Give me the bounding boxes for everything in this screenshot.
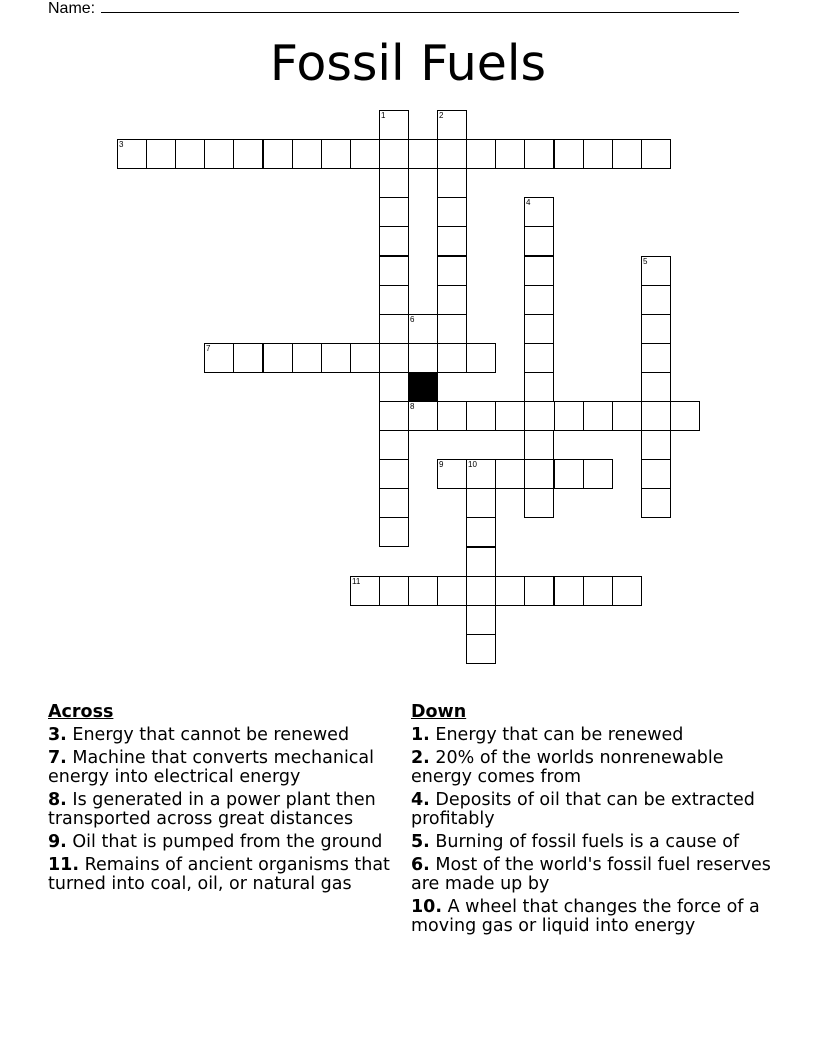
grid-cell[interactable] <box>379 226 409 256</box>
grid-cell[interactable] <box>379 488 409 518</box>
clue-number: 5 <box>643 257 648 266</box>
grid-cell[interactable] <box>263 343 293 373</box>
grid-cell[interactable] <box>379 576 409 606</box>
grid-cell[interactable] <box>379 517 409 547</box>
grid-cell[interactable] <box>670 401 700 431</box>
grid-cell[interactable] <box>292 139 322 169</box>
grid-cell[interactable] <box>146 139 176 169</box>
clue-down-4: 4. Deposits of oil that can be extracted profitably <box>411 790 755 829</box>
grid-cell[interactable] <box>233 343 263 373</box>
grid-cell[interactable] <box>524 139 554 169</box>
grid-cell[interactable] <box>350 576 380 606</box>
clue-across-9: 9. Oil that is pumped from the ground <box>48 832 383 852</box>
grid-cell[interactable] <box>466 517 496 547</box>
grid-cell[interactable] <box>641 256 671 286</box>
grid-cell[interactable] <box>437 139 467 169</box>
grid-cell[interactable] <box>437 576 467 606</box>
grid-cell[interactable] <box>437 285 467 315</box>
grid-cell[interactable] <box>408 139 438 169</box>
grid-cell[interactable] <box>379 285 409 315</box>
clue-down-2: 2. 20% of the worlds nonrenewable energy comes from <box>411 748 724 787</box>
grid-cell[interactable] <box>379 401 409 431</box>
grid-cell[interactable] <box>554 576 584 606</box>
across-clues <box>48 702 398 898</box>
grid-cell[interactable] <box>204 343 234 373</box>
grid-cell[interactable] <box>321 343 351 373</box>
grid-cell[interactable] <box>524 488 554 518</box>
grid-cell[interactable] <box>437 343 467 373</box>
grid-cell[interactable] <box>524 314 554 344</box>
grid-cell[interactable] <box>524 343 554 373</box>
grid-cell[interactable] <box>408 401 438 431</box>
grid-cell[interactable] <box>583 139 613 169</box>
clue-across-8: 8. Is generated in a power plant then transported across great distances <box>48 790 376 829</box>
clue-across-3: 3. Energy that cannot be renewed <box>48 725 350 745</box>
grid-cell[interactable] <box>641 343 671 373</box>
clue-number: 8 <box>410 402 415 411</box>
grid-cell[interactable] <box>233 139 263 169</box>
clue-across-11: 11. Remains of ancient organisms that turned into coal, oil, or natural gas <box>48 855 390 894</box>
grid-cell[interactable] <box>554 401 584 431</box>
grid-cell[interactable] <box>379 256 409 286</box>
grid-cell[interactable] <box>350 343 380 373</box>
grid-cell[interactable] <box>437 168 467 198</box>
grid-cell[interactable] <box>466 488 496 518</box>
grid-cell[interactable] <box>437 226 467 256</box>
grid-cell[interactable] <box>175 139 205 169</box>
name-label: Name: <box>48 0 96 17</box>
grid-cell[interactable] <box>524 576 554 606</box>
clue-number: 1 <box>381 111 386 120</box>
grid-cell[interactable] <box>408 314 438 344</box>
grid-cell[interactable] <box>641 459 671 489</box>
clue-number: 3 <box>119 140 124 149</box>
grid-cell[interactable] <box>437 401 467 431</box>
black-cell <box>408 372 438 402</box>
grid-cell[interactable] <box>379 372 409 402</box>
across-heading: Across <box>48 702 114 722</box>
grid-cell[interactable] <box>524 459 554 489</box>
grid-cell[interactable] <box>466 139 496 169</box>
grid-cell[interactable] <box>495 401 525 431</box>
clue-number: 10 <box>468 460 477 469</box>
grid-cell[interactable] <box>379 197 409 227</box>
grid-cell[interactable] <box>583 401 613 431</box>
grid-cell[interactable] <box>495 459 525 489</box>
grid-cell[interactable] <box>612 139 642 169</box>
grid-cell[interactable] <box>204 139 234 169</box>
grid-cell[interactable] <box>437 459 467 489</box>
grid-cell[interactable] <box>641 285 671 315</box>
grid-cell[interactable] <box>524 372 554 402</box>
clue-down-5: 5. Burning of fossil fuels is a cause of <box>411 832 740 852</box>
down-clues <box>411 702 771 940</box>
grid-cell[interactable] <box>524 256 554 286</box>
grid-cell[interactable] <box>641 314 671 344</box>
grid-cell[interactable] <box>466 343 496 373</box>
clue-number: 11 <box>352 577 361 586</box>
clue-number: 7 <box>206 344 211 353</box>
grid-cell[interactable] <box>379 459 409 489</box>
grid-cell[interactable] <box>292 343 322 373</box>
clue-down-6: 6. Most of the world's fossil fuel reserves are made up by <box>411 855 771 894</box>
grid-cell[interactable] <box>379 139 409 169</box>
clue-number: 4 <box>526 198 531 207</box>
grid-cell[interactable] <box>408 576 438 606</box>
clue-number: 6 <box>410 315 415 324</box>
grid-cell[interactable] <box>437 314 467 344</box>
grid-cell[interactable] <box>641 372 671 402</box>
clue-number: 2 <box>439 111 444 120</box>
grid-cell[interactable] <box>554 459 584 489</box>
grid-cell[interactable] <box>466 459 496 489</box>
grid-cell[interactable] <box>379 110 409 140</box>
clue-across-7: 7. Machine that converts mechanical energy into electrical energy <box>48 748 375 787</box>
grid-cell[interactable] <box>379 314 409 344</box>
grid-cell[interactable] <box>263 139 293 169</box>
grid-cell[interactable] <box>437 110 467 140</box>
grid-cell[interactable] <box>583 576 613 606</box>
page-title: Fossil Fuels <box>269 35 547 92</box>
grid-cell[interactable] <box>117 139 147 169</box>
grid-cell[interactable] <box>437 197 467 227</box>
grid-cell[interactable] <box>554 139 584 169</box>
grid-cell[interactable] <box>612 401 642 431</box>
grid-cell[interactable] <box>641 430 671 460</box>
grid-cell[interactable] <box>350 139 380 169</box>
grid-cell[interactable] <box>379 343 409 373</box>
grid-cell[interactable] <box>524 285 554 315</box>
clue-down-10: 10. A wheel that changes the force of a moving gas or liquid into energy <box>411 897 760 936</box>
grid-cell[interactable] <box>524 197 554 227</box>
down-heading: Down <box>411 702 467 722</box>
grid-cell[interactable] <box>583 459 613 489</box>
grid-cell[interactable] <box>495 139 525 169</box>
grid-cell[interactable] <box>466 605 496 635</box>
grid-cell[interactable] <box>466 401 496 431</box>
grid-cell[interactable] <box>641 488 671 518</box>
grid-cell[interactable] <box>379 430 409 460</box>
clue-number: 9 <box>439 460 444 469</box>
clue-down-1: 1. Energy that can be renewed <box>411 725 684 745</box>
grid-cell[interactable] <box>466 634 496 664</box>
grid-cell[interactable] <box>641 139 671 169</box>
grid-cell[interactable] <box>524 226 554 256</box>
grid-cell[interactable] <box>466 547 496 577</box>
grid-cell[interactable] <box>495 576 525 606</box>
grid-cell[interactable] <box>379 168 409 198</box>
grid-cell[interactable] <box>437 256 467 286</box>
grid-cell[interactable] <box>524 430 554 460</box>
grid-cell[interactable] <box>612 576 642 606</box>
grid-cell[interactable] <box>321 139 351 169</box>
